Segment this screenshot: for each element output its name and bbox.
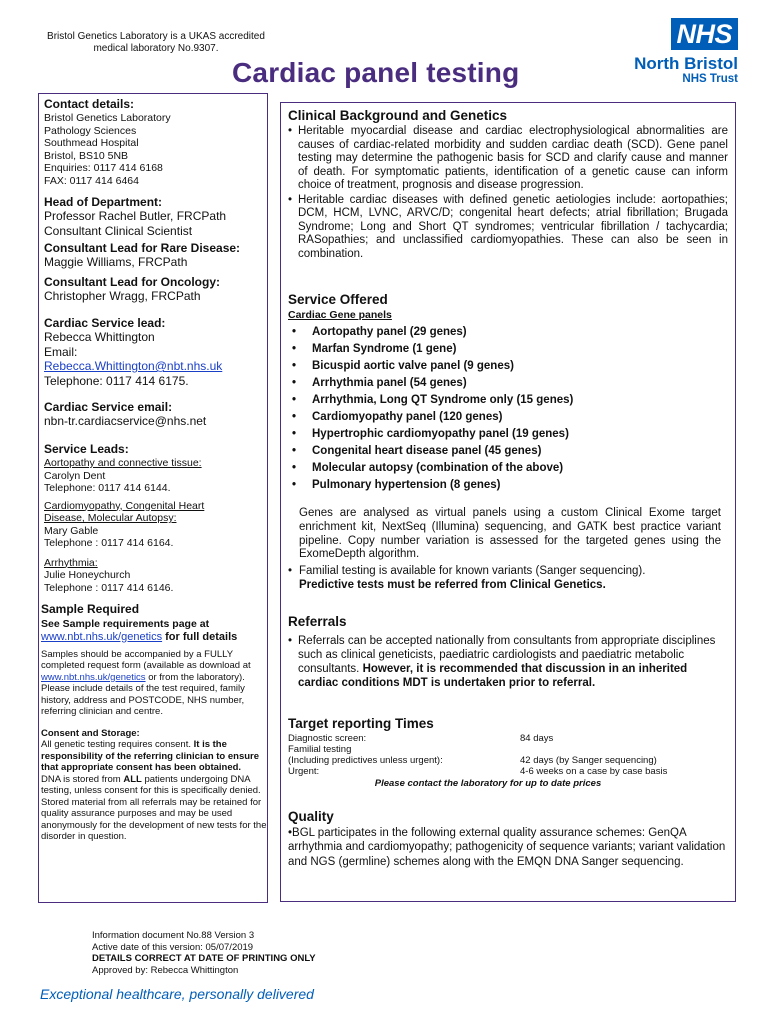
- lead-oncology-heading: Consultant Lead for Oncology:: [44, 275, 220, 289]
- contact-heading: Contact details:: [44, 97, 135, 111]
- gene-panel-item: • Hypertrophic cardiomyopathy panel (19 genes): [288, 426, 728, 443]
- target-times-row: Familial testing: [288, 744, 352, 755]
- cardiac-service-lead: [44, 316, 266, 388]
- clinical-bullet: • Heritable myocardial disease and cardiac electrophysiological abnormalities are causes of cardiac-related morbidity and sudden cardiac death (SCD). Gene panel testing may determine the pathogenic basis for SCD and clarify cause and manner of death. For symptomatic patients, identification of a genetic cause can inform choice of treatment, prognosis and disease progression.: [288, 125, 728, 193]
- gene-panel-item: • Arrhythmia, Long QT Syndrome only (15 genes): [288, 392, 728, 409]
- cardiac-lead-phone: Telephone: 0117 414 6175.: [44, 373, 189, 388]
- gene-panel-item: • Congenital heart disease panel (45 genes): [288, 443, 728, 460]
- sample-heading: Sample Required: [41, 602, 140, 616]
- sample-required: [41, 602, 267, 843]
- clinical-bullet: • Heritable cardiac diseases with defined genetic aetiologies include: aortopathies; DCM, HCM, LVNC, ARVC/D; congenital heart defects; atrial fibrillation; Brugada Syndrome; Long and Short QT syndromes; ventricular fibrillation / tachycardia; RASopathies; and unclassified cardiomyopathies. These can also be seen in combination.: [288, 194, 728, 262]
- clinical-background: [288, 108, 728, 261]
- logo-org-name: North Bristol: [634, 54, 738, 73]
- logo-trust-name: NHS Trust: [682, 73, 738, 85]
- hod-role: Consultant Clinical Scientist: [44, 223, 193, 238]
- sample-download-link[interactable]: www.nbt.nhs.uk/genetics: [41, 671, 146, 683]
- lead-name: Mary Gable: [44, 524, 99, 537]
- footer-printing-notice: DETAILS CORRECT AT DATE OF PRINTING ONLY: [92, 953, 316, 964]
- gene-panel-list: [288, 324, 728, 494]
- service-email-address[interactable]: nbn-tr.cardiacservice@nhs.net: [44, 414, 207, 428]
- quality: [288, 809, 728, 869]
- target-times-row: (Including predictives unless urgent): 42 days (by Sanger sequencing): [288, 755, 657, 766]
- page-title: Cardiac panel testing: [232, 57, 520, 88]
- service-heading: Service Offered: [288, 292, 388, 307]
- target-times-row: Diagnostic screen: 84 days: [288, 733, 554, 744]
- cardiac-lead-name: Rebecca Whittington: [44, 330, 155, 344]
- target-times-row: Urgent: 4-6 weeks on a case by case basis: [288, 766, 668, 777]
- cardiac-lead-heading: Cardiac Service lead:: [44, 316, 166, 330]
- contact-details: [44, 97, 266, 187]
- lead-area: Arrhythmia:: [44, 556, 98, 569]
- lead-oncology: [44, 275, 266, 304]
- dna-storage-text: DNA is stored from ALL patients undergoing DNA testing, unless consent for this is specifically denied.: [41, 773, 261, 796]
- gene-panels-subheading: Cardiac Gene panels: [288, 309, 392, 321]
- head-of-department: [44, 195, 266, 238]
- lead-phone: Telephone: 0117 414 6144.: [44, 482, 171, 494]
- lead-rare-name: Maggie Williams, FRCPath: [44, 255, 188, 269]
- hod-name: Professor Rachel Butler, FRCPath: [44, 209, 227, 223]
- cardiac-service-email: [44, 400, 266, 429]
- lead-name: Carolyn Dent: [44, 469, 106, 482]
- clinical-heading: Clinical Background and Genetics: [288, 108, 508, 123]
- lead-phone: Telephone : 0117 414 6146.: [44, 581, 174, 594]
- service-offered: [288, 292, 728, 494]
- footer-approved-by: Approved by: Rebecca Whittington: [92, 964, 239, 976]
- service-leads-heading: Service Leads:: [44, 442, 129, 456]
- analysis-method: [299, 507, 721, 562]
- accreditation-line-2: medical laboratory No.9307.: [93, 43, 219, 54]
- target-times-heading: Target reporting Times: [288, 716, 434, 731]
- lead-oncology-name: Christopher Wragg, FRCPath: [44, 289, 201, 303]
- contact-line: Bristol, BS10 5NB: [44, 149, 129, 162]
- gene-panel-item: • Aortopathy panel (29 genes): [288, 324, 728, 341]
- service-email-heading: Cardiac Service email:: [44, 400, 173, 414]
- service-leads: [44, 442, 266, 594]
- target-reporting-times: [288, 716, 728, 790]
- lead-rare-heading: Consultant Lead for Rare Disease:: [44, 241, 241, 255]
- document-footer: [92, 930, 316, 976]
- accreditation-line-1: Bristol Genetics Laboratory is a UKAS accredited: [47, 31, 265, 42]
- cardiac-lead-email-link[interactable]: Rebecca.Whittington@nbt.nhs.uk: [44, 359, 223, 373]
- quality-heading: Quality: [288, 809, 334, 824]
- sample-para-2: Please include details of the test required, family history, address and POSTCODE, NHS number, referring clinician and centre.: [41, 683, 245, 717]
- sample-see-line: See Sample requirements page at: [41, 618, 210, 630]
- contact-line: Pathology Sciences: [44, 124, 137, 137]
- contact-line: Enquiries: 0117 414 6168: [44, 162, 163, 174]
- consent-text: All genetic testing requires consent. It is the responsibility of the referring clinician to ensure that appropriate consent has been obtained.: [41, 739, 260, 773]
- cardiac-lead-email-label: Email:: [44, 344, 78, 359]
- contact-line: Southmead Hospital: [44, 137, 139, 149]
- familial-testing: [288, 565, 724, 593]
- hod-heading: Head of Department:: [44, 195, 163, 209]
- referrals: [288, 614, 728, 690]
- lead-area: Cardiomyopathy, Congenital Heart: [44, 499, 205, 512]
- consent-heading: Consent and Storage:: [41, 727, 140, 739]
- referrals-text: • Referrals can be accepted nationally from consultants from appropriate disciplines such as clinical geneticists, paediatric cardiologists and paediatric metabolic consultants. However, it is recommended that discussion in an inherited cardiac conditions MDT is undertaken prior to referral.: [288, 634, 728, 690]
- nhs-logo-mark: NHS: [671, 18, 738, 50]
- sample-url-link[interactable]: www.nbt.nhs.uk/genetics: [41, 630, 163, 643]
- lead-name: Julie Honeychurch: [44, 569, 131, 581]
- gene-panel-item: • Marfan Syndrome (1 gene): [288, 341, 728, 358]
- quality-text: •BGL participates in the following external quality assurance schemes: GenQA arrhythmia and cardiomyopathy; pathogenicity of sequence variants; variant validation and NGS (germline) schemes along with the EMQN DNA Sanger sequencing.: [288, 827, 726, 868]
- analysis-text: Genes are analysed as virtual panels using a custom Clinical Exome target enrichment kit, NextSeq (Illumina) sequencing, and GATK best practice variant pipeline. Copy number variation is assessed for the targeted genes using the ExomeDepth algorithm.: [299, 507, 721, 561]
- familial-text: • Familial testing is available for known variants (Sanger sequencing).: [288, 565, 724, 579]
- gene-panel-item: • Arrhythmia panel (54 genes): [288, 375, 728, 392]
- gene-panel-item: • Bicuspid aortic valve panel (9 genes): [288, 358, 728, 375]
- gene-panel-item: • Pulmonary hypertension (8 genes): [288, 477, 728, 494]
- target-times-table: [288, 733, 728, 777]
- footer-active-date: Active date of this version: 05/07/2019: [92, 941, 254, 953]
- lead-rare-disease: [44, 241, 266, 270]
- lead-area: Aortopathy and connective tissue:: [44, 457, 202, 469]
- nhs-logo: [612, 18, 738, 86]
- sample-para-1: Samples should be accompanied by a FULLY completed request form (available as download at www.nbt.nhs.uk/genetics or from the laboratory).: [41, 648, 251, 683]
- stored-material-text: Stored material from all referrals may be retained for quality assurance purposes and may be used anonymously for the development of new tests for the disorder in question.: [41, 796, 267, 842]
- accreditation-note: [40, 31, 272, 55]
- gene-panel-item: • Cardiomyopathy panel (120 genes): [288, 409, 728, 426]
- contact-line: FAX: 0117 414 6464: [44, 174, 139, 187]
- lead-phone: Telephone : 0117 414 6164.: [44, 537, 174, 549]
- target-times-note: Please contact the laboratory for up to date prices: [374, 778, 602, 789]
- contact-line: Bristol Genetics Laboratory: [44, 112, 171, 124]
- footer-doc-number: Information document No.88 Version 3: [92, 930, 255, 941]
- gene-panel-item: • Molecular autopsy (combination of the above): [288, 460, 728, 477]
- nhs-tagline: Exceptional healthcare, personally delivered: [40, 986, 314, 1002]
- sample-url-suffix: for full details: [162, 630, 238, 643]
- predictive-text: Predictive tests must be referred from Clinical Genetics.: [299, 578, 606, 591]
- referrals-heading: Referrals: [288, 614, 347, 629]
- lead-area: Disease, Molecular Autopsy:: [44, 512, 177, 524]
